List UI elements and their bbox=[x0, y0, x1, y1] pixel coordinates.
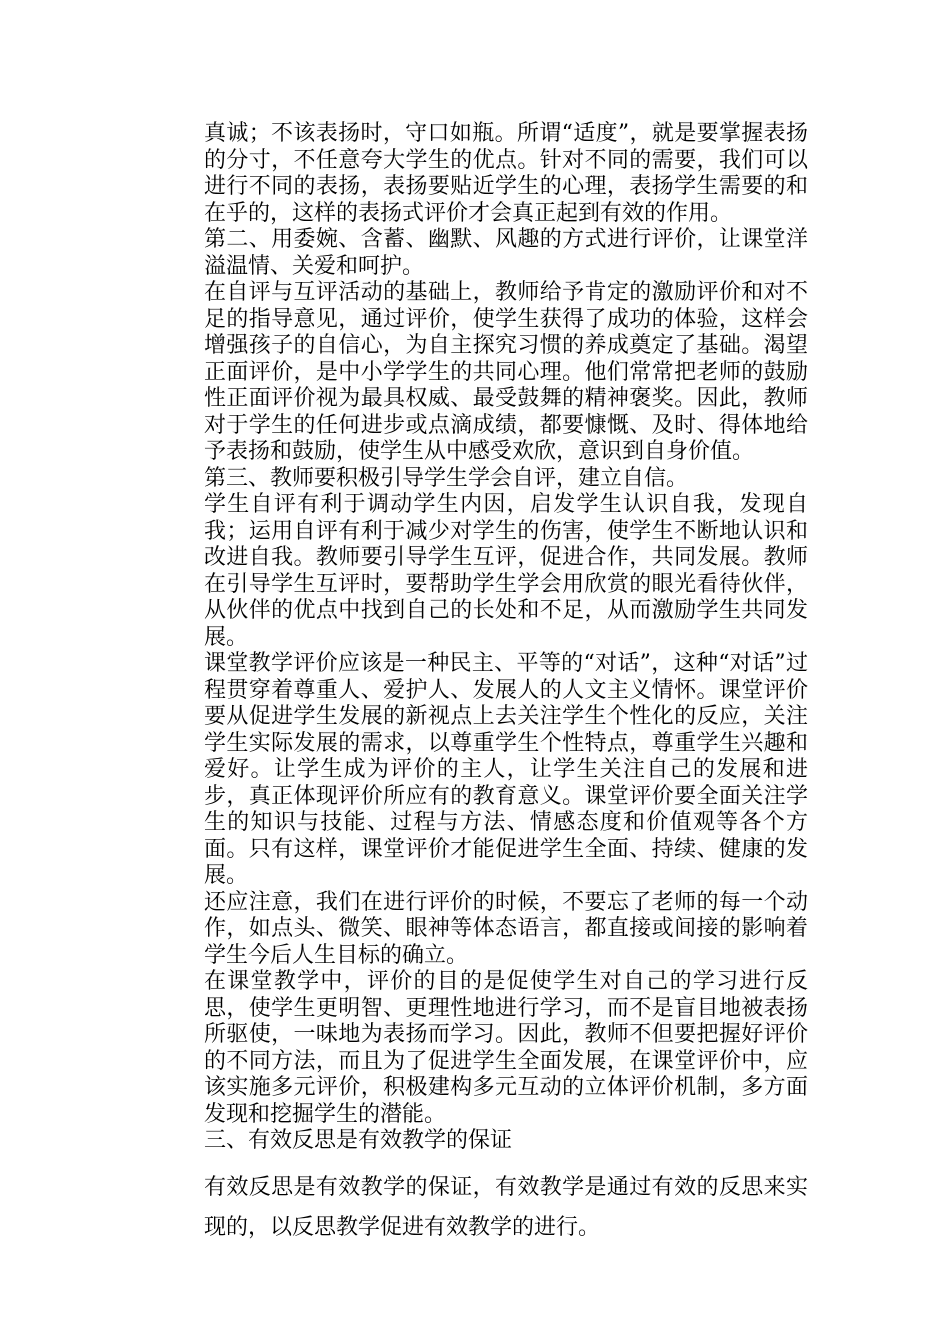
document-body bbox=[204, 121, 808, 1248]
section-heading-reflection: 三、有效反思是有效教学的保证 bbox=[204, 1128, 513, 1153]
paragraph-reflection: 有效反思是有效教学的保证，有效教学是通过有效的反思来实现的，以反思教学促进有效教学的进行。 bbox=[204, 1174, 808, 1240]
paragraph-encouraging-evaluation: 在自评与互评活动的基础上，教师给予肯定的激励评价和对不足的指导意见，通过评价，使学生获得了成功的体验，这样会增强孩子的自信心，为自主探究习惯的养成奠定了基础。渴望正面评价，是中小学学生的共同心理。他们常常把老师的鼓励性正面评价视为最具权威、最受鼓舞的精神褒奖。因此，教师对于学生的任何进步或点滴成绩，都要慷慨、及时、得体地给予表扬和鼓励，使学生从中感受欢欣，意识到自身价值。 bbox=[204, 280, 808, 464]
paragraph-heading-third: 第三、教师要积极引导学生学会自评，建立自信。 bbox=[204, 465, 689, 491]
paragraph-dialogue-evaluation: 课堂教学评价应该是一种民主、平等的“对话”，这种“对话”过程贯穿着尊重人、爱护人、发展人的人文主义情怀。课堂评价要从促进学生发展的新视点上去关注学生个性化的反应，关注学生实际发展的需求，以尊重学生个性特点，尊重学生兴趣和爱好。让学生成为评价的主人，让学生关注自己的发展和进步，真正体现评价所应有的教育意义。课堂评价要全面关注学生的知识与技能、过程与方法、情感态度和价值观等各个方面。只有这样，课堂评价才能促进学生全面、持续、健康的发展。 bbox=[204, 651, 808, 888]
paragraph-evaluation-purpose: 在课堂教学中，评价的目的是促使学生对自己的学习进行反思，使学生更明智、更理性地进行学习，而不是盲目地被表扬所驱使，一味地为表扬而学习。因此，教师不但要把握好评价的不同方法，而且为了促进学生全面发展，在课堂评价中，应该实施多元评价，积极建构多元互动的立体评价机制，多方面发现和挖掘学生的潜能。 bbox=[204, 969, 808, 1127]
paragraph-heading-second: 第二、用委婉、含蓄、幽默、风趣的方式进行评价，让课堂洋溢温情、关爱和呵护。 bbox=[204, 227, 808, 279]
paragraph-praise-moderation: 真诚；不该表扬时，守口如瓶。所谓“适度”，就是要掌握表扬的分寸，不任意夸大学生的优点。针对不同的需要，我们可以进行不同的表扬，表扬要贴近学生的心理，表扬学生需要的和在乎的，这样的表扬式评价才会真正起到有效的作用。 bbox=[204, 121, 808, 226]
paragraph-body-language: 还应注意，我们在进行评价的时候，不要忘了老师的每一个动作，如点头、微笑、眼神等体态语言，都直接或间接的影响着学生今后人生目标的确立。 bbox=[204, 889, 808, 968]
paragraph-self-evaluation: 学生自评有利于调动学生内因，启发学生认识自我，发现自我；运用自评有利于减少对学生的伤害，使学生不断地认识和改进自我。教师要引导学生互评，促进合作，共同发展。教师在引导学生互评时，要帮助学生学会用欣赏的眼光看待伙伴，从伙伴的优点中找到自己的长处和不足，从而激励学生共同发展。 bbox=[204, 492, 808, 650]
